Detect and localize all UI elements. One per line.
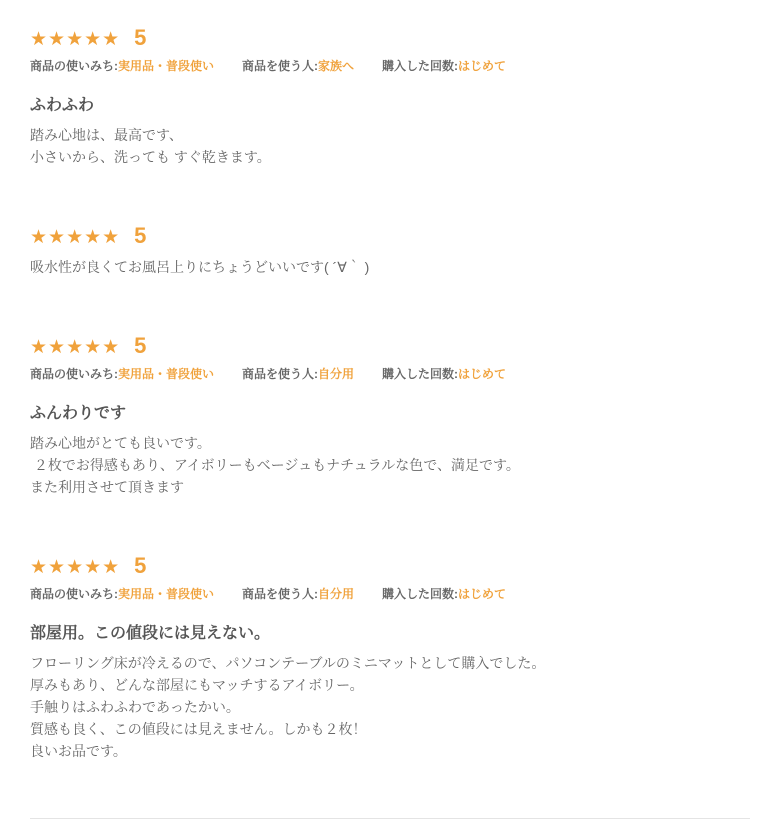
meta-label: 商品の使いみち: xyxy=(30,587,118,601)
meta-value: 実用品・普段使い xyxy=(118,367,215,381)
star-rating-row xyxy=(30,554,750,578)
rating-value: 5 xyxy=(134,25,147,50)
meta-label: 商品を使う人: xyxy=(242,587,319,601)
review-body xyxy=(30,256,750,278)
meta-label: 商品の使いみち: xyxy=(30,59,118,73)
meta-label: 購入した回数: xyxy=(382,587,459,601)
review-body-line: 踏み心地は、最高です、 xyxy=(30,127,183,143)
meta-item-user xyxy=(242,366,354,382)
meta-value: 実用品・普段使い xyxy=(118,59,215,73)
rating-value: 5 xyxy=(134,223,147,248)
meta-item-user xyxy=(242,58,354,74)
review-item xyxy=(30,26,750,168)
review-body xyxy=(30,652,750,762)
review-body-line: ２枚でお得感もあり、アイボリーもベージュもナチュラルな色で、満足です。 xyxy=(30,457,520,473)
meta-value: はじめて xyxy=(458,59,507,73)
review-item xyxy=(30,224,750,278)
rating-value: 5 xyxy=(134,333,147,358)
meta-item-purchase-count xyxy=(382,366,506,382)
review-body-line: 良いお品です。 xyxy=(30,743,127,759)
review-meta xyxy=(30,366,750,382)
star-icons: ★★★★★ xyxy=(30,557,121,578)
meta-value: はじめて xyxy=(458,587,507,601)
review-body xyxy=(30,432,750,498)
review-meta xyxy=(30,586,750,602)
review-title: 部屋用。この値段には見えない。 xyxy=(30,625,271,642)
review-body-line: 踏み心地がとても良いです。 xyxy=(30,435,211,451)
review-title: ふわふわ xyxy=(30,97,95,114)
star-rating-row xyxy=(30,334,750,358)
review-meta xyxy=(30,58,750,74)
meta-value: 自分用 xyxy=(318,367,355,381)
star-icons: ★★★★★ xyxy=(30,227,121,248)
review-body-line: 厚みもあり、どんな部屋にもマッチするアイボリー。 xyxy=(30,677,364,693)
review-title: ふんわりです xyxy=(30,405,127,422)
star-rating-row xyxy=(30,26,750,50)
review-body-line: 手触りはふわふわであったかい。 xyxy=(30,699,240,715)
review-body-line: フローリング床が冷えるので、パソコンテーブルのミニマットとして購入でした。 xyxy=(30,655,546,671)
meta-item-usage xyxy=(30,366,214,382)
review-body xyxy=(30,124,750,168)
star-rating-row xyxy=(30,224,750,248)
review-item xyxy=(30,334,750,498)
meta-value: 家族へ xyxy=(318,59,355,73)
review-item xyxy=(30,554,750,762)
meta-value: 実用品・普段使い xyxy=(118,587,215,601)
meta-label: 購入した回数: xyxy=(382,59,459,73)
review-body-line: 吸水性が良くてお風呂上りにちょうどいいです( ´∀｀ ) xyxy=(30,259,370,275)
meta-item-purchase-count xyxy=(382,586,506,602)
star-icons: ★★★★★ xyxy=(30,29,121,50)
meta-value: 自分用 xyxy=(318,587,355,601)
meta-item-user xyxy=(242,586,354,602)
review-body-line: 小さいから、洗っても すぐ乾きます。 xyxy=(30,149,271,165)
star-icons: ★★★★★ xyxy=(30,337,121,358)
meta-item-usage xyxy=(30,58,214,74)
meta-value: はじめて xyxy=(458,367,507,381)
review-body-line: また利用させて頂きます xyxy=(30,479,184,495)
review-body-line: 質感も良く、この値段には見えません。しかも２枚！ xyxy=(30,721,367,737)
meta-label: 商品を使う人: xyxy=(242,367,319,381)
meta-label: 商品の使いみち: xyxy=(30,367,118,381)
rating-value: 5 xyxy=(134,553,147,578)
meta-label: 購入した回数: xyxy=(382,367,459,381)
meta-label: 商品を使う人: xyxy=(242,59,319,73)
meta-item-purchase-count xyxy=(382,58,506,74)
meta-item-usage xyxy=(30,586,214,602)
